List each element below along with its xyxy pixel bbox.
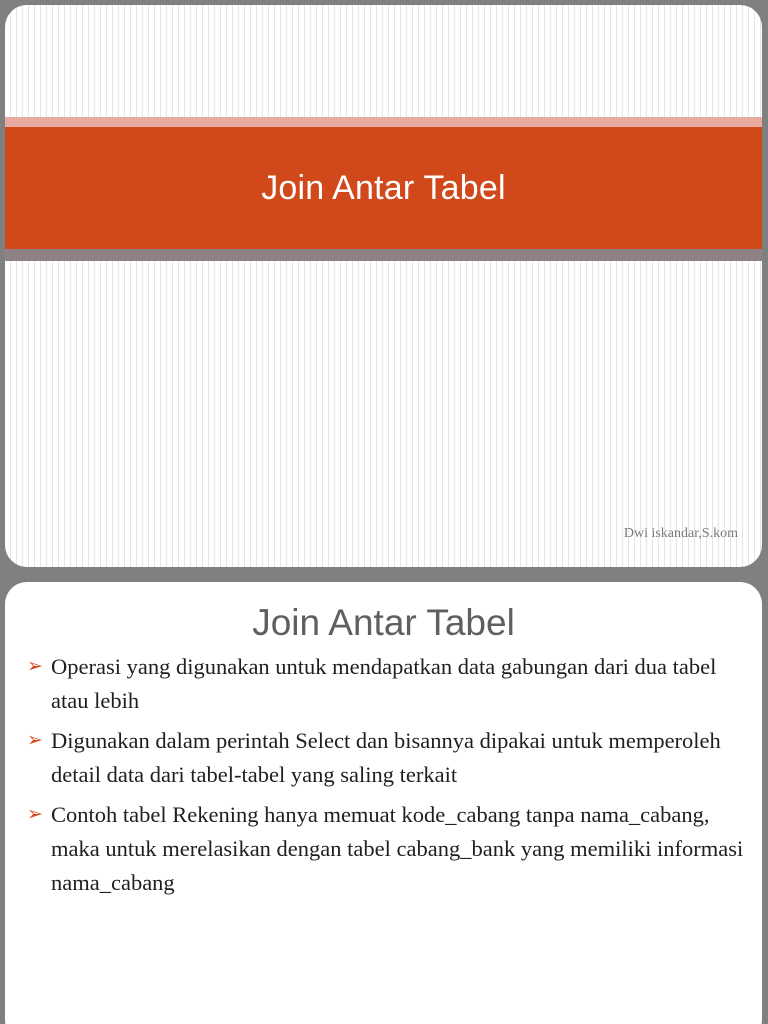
slide-1[interactable] — [5, 5, 762, 567]
arrowhead-bullet-icon: ➢ — [27, 656, 43, 677]
title-accent-top — [5, 117, 762, 127]
bullet-list — [25, 650, 745, 906]
title-accent-bottom — [5, 249, 762, 261]
bullet-text: Digunakan dalam perintah Select dan bisannya dipakai untuk memperoleh detail data dari tabel-tabel yang saling terkait — [51, 728, 721, 787]
slide-2-title: Join Antar Tabel — [252, 602, 515, 643]
list-item — [25, 650, 745, 718]
arrowhead-bullet-icon: ➢ — [27, 730, 43, 751]
bullet-text: Contoh tabel Rekening hanya memuat kode_cabang tanpa nama_cabang, maka untuk merelasikan dengan tabel cabang_bank yang memiliki informasi nama_cabang — [51, 802, 744, 895]
list-item — [25, 798, 745, 900]
list-item — [25, 724, 745, 792]
author-name: Dwi iskandar,S.kom — [623, 526, 738, 541]
bullet-text: Operasi yang digunakan untuk mendapatkan data gabungan dari dua tabel atau lebih — [51, 654, 717, 713]
slide-1-title: Join Antar Tabel — [261, 168, 506, 207]
arrowhead-bullet-icon: ➢ — [27, 804, 43, 825]
slide-2[interactable] — [5, 582, 762, 1024]
title-band — [5, 127, 762, 249]
